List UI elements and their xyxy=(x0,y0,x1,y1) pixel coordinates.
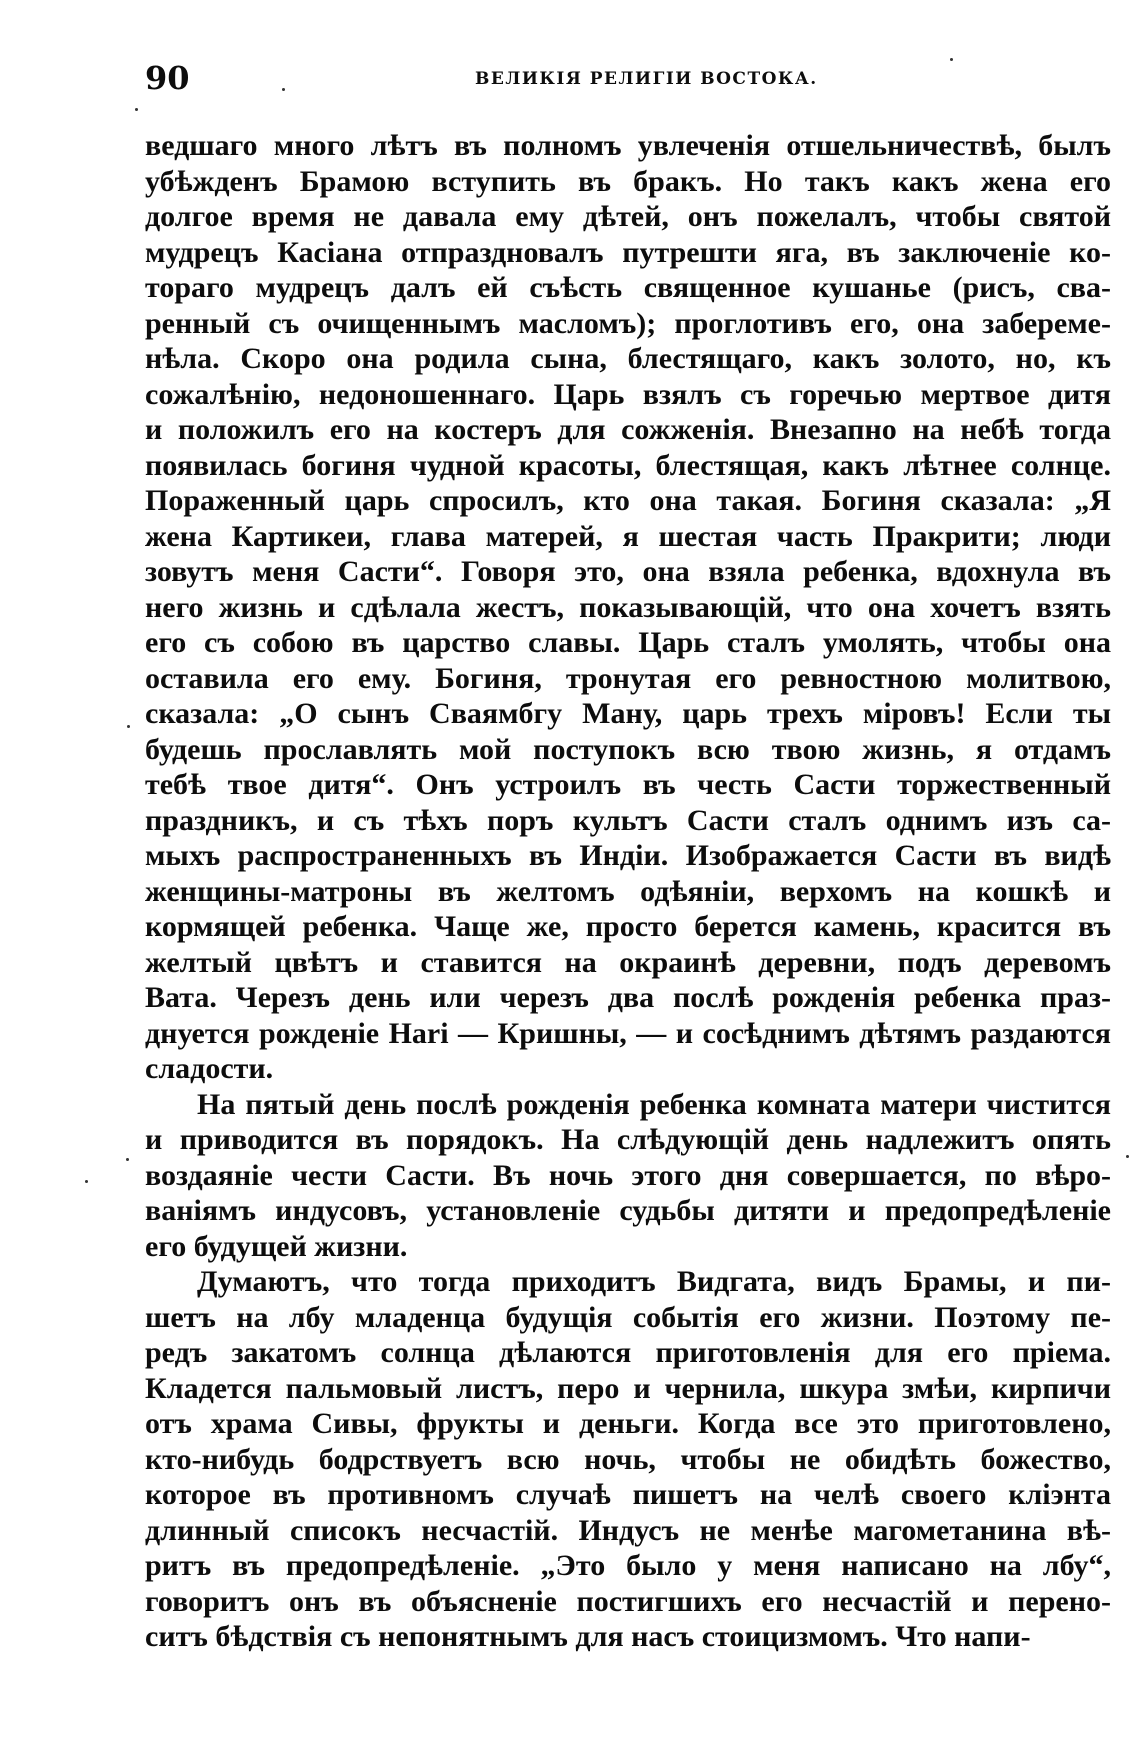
text-line: Пораженный царь спросилъ, кто она такая. Богиня сказала: „Я xyxy=(145,484,1111,517)
scan-speck xyxy=(1126,1155,1129,1158)
text-line: желтый цвѣтъ и ставится на окраинѣ деревни, подъ деревомъ xyxy=(145,945,1111,979)
text-line: убѣжденъ Брамою вступить въ бракъ. Но такъ какъ жена его xyxy=(145,164,1111,198)
paragraph xyxy=(145,1087,1111,1265)
scan-speck xyxy=(85,1180,88,1183)
text-line: ренный съ очищеннымъ масломъ); проглотивъ его, она забереме- xyxy=(145,306,1111,340)
text-line: сожалѣнію, недоношеннаго. Царь взялъ съ горечью мертвое дитя xyxy=(145,377,1111,411)
scan-speck xyxy=(126,1158,129,1161)
scan-speck xyxy=(282,88,285,91)
text-line: и положилъ его на костеръ для сожженія. Внезапно на небѣ тогда xyxy=(145,413,1111,446)
text-line: зовутъ меня Састи“. Говоря это, она взяла ребенка, вдохнула въ xyxy=(145,555,1111,588)
text-line: длинный списокъ несчастій. Индусъ не менѣе магометанина вѣ- xyxy=(145,1513,1111,1547)
text-line: и приводится въ порядокъ. На слѣдующій день надлежитъ опять xyxy=(145,1123,1111,1156)
text-line: появилась богиня чудной красоты, блестящая, какъ лѣтнее солнце. xyxy=(145,448,1111,482)
text-line: праздникъ, и съ тѣхъ поръ культъ Састи сталъ однимъ изъ са- xyxy=(145,803,1111,837)
text-line: будешь прославлять мой поступокъ всю твою жизнь, я отдамъ xyxy=(145,732,1111,766)
text-line: отъ храма Сивы, фрукты и деньги. Когда все это приготовлено, xyxy=(145,1407,1111,1440)
paragraph xyxy=(145,128,1111,1087)
text-line: долгое время не давала ему дѣтей, онъ пожелалъ, чтобы святой xyxy=(145,200,1111,233)
page-header xyxy=(145,58,1111,98)
text-line: Кладется пальмовый листъ, перо и чернила, шкура змѣи, кирпичи xyxy=(145,1371,1111,1405)
text-line: кормящей ребенка. Чаще же, просто берется камень, красится въ xyxy=(145,910,1111,943)
running-title: ВЕЛИКІЯ РЕЛИГІИ ВОСТОКА. xyxy=(475,69,818,89)
text-line: На пятый день послѣ рожденія ребенка комната матери чистится xyxy=(197,1087,1111,1121)
text-line: Думаютъ, что тогда приходитъ Видгата, видъ Брамы, и пи- xyxy=(197,1265,1111,1298)
text-line: редъ закатомъ солнца дѣлаются приготовленія для его пріема. xyxy=(145,1336,1111,1369)
text-line: оставила его ему. Богиня, тронутая его ревностною молитвою, xyxy=(145,661,1111,695)
text-line: кто-нибудь бодрствуетъ всю ночь, чтобы не обидѣть божество, xyxy=(145,1442,1111,1476)
text-line: сказала: „О сынъ Сваямбгу Ману, царь трехъ міровъ! Если ты xyxy=(145,697,1111,730)
text-line: шетъ на лбу младенца будущія событія его жизни. Поэтому пе- xyxy=(145,1300,1111,1334)
text-line: которое въ противномъ случаѣ пишетъ на челѣ своего кліэнта xyxy=(145,1478,1111,1511)
text-line: ритъ въ предопредѣленіе. „Это было у меня написано на лбу“, xyxy=(145,1549,1111,1582)
body-text xyxy=(145,128,1111,1655)
text-line: мудрецъ Касіана отпраздновалъ путрешти яга, въ заключеніе ко- xyxy=(145,235,1111,269)
text-line: сладости. xyxy=(145,1052,274,1085)
text-line: Вата. Черезъ день или черезъ два послѣ рожденія ребенка праз- xyxy=(145,981,1111,1014)
text-line: ведшаго много лѣтъ въ полномъ увлеченія отшельничествѣ, былъ xyxy=(145,129,1111,162)
text-line: тораго мудрецъ далъ ей съѣсть священное кушанье (рисъ, сва- xyxy=(145,271,1111,304)
scan-speck xyxy=(135,108,138,111)
text-line: мыхъ распространенныхъ въ Индіи. Изображается Састи въ видѣ xyxy=(145,839,1111,872)
text-line: воздаяніе чести Састи. Въ ночь этого дня совершается, по вѣро- xyxy=(145,1158,1111,1192)
text-line: его будущей жизни. xyxy=(145,1229,408,1263)
text-line: него жизнь и сдѣлала жестъ, показывающій, что она хочетъ взять xyxy=(145,590,1111,624)
text-line: жена Картикеи, глава матерей, я шестая часть Пракрити; люди xyxy=(145,519,1111,553)
text-line: ситъ бѣдствія съ непонятнымъ для насъ стоицизмомъ. Что напи- xyxy=(145,1620,1031,1653)
scan-speck xyxy=(950,58,953,61)
paragraph xyxy=(145,1264,1111,1655)
page-number: 90 xyxy=(145,59,190,97)
text-line: его съ собою въ царство славы. Царь сталъ умолять, чтобы она xyxy=(145,626,1111,659)
text-line: нѣла. Скоро она родила сына, блестящаго, какъ золото, но, къ xyxy=(145,342,1111,375)
text-line: ваніямъ индусовъ, установленіе судьбы дитяти и предопредѣленіе xyxy=(145,1194,1111,1227)
text-line: тебѣ твое дитя“. Онъ устроилъ въ честь Састи торжественный xyxy=(145,768,1111,801)
text-line: говоритъ онъ въ объясненіе постигшихъ его несчастій и перено- xyxy=(145,1584,1111,1618)
scan-speck xyxy=(127,725,130,728)
text-line: днуется рожденіе Hari — Кришны, — и сосѣднимъ дѣтямъ раздаются xyxy=(145,1016,1111,1050)
text-line: женщины-матроны въ желтомъ одѣяніи, верхомъ на кошкѣ и xyxy=(145,874,1111,908)
